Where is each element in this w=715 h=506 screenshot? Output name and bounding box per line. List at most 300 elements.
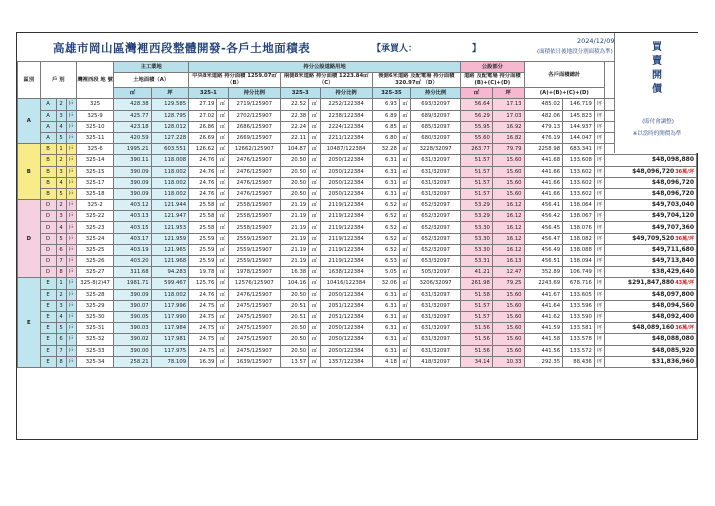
row-unit-suffix: 戶 [66,121,76,132]
road-c-unit: ㎡ [309,300,320,311]
lot-number: 325-22 [76,211,113,222]
total-sqm: 441.66 [524,177,563,188]
price-cell: $48,096,720 [605,177,697,188]
road-d-unit: ㎡ [399,345,410,356]
land-area-ping: 121.947 [151,211,188,222]
road-c-ratio: 2211/122384 [320,132,372,143]
road-b-unit: ㎡ [217,110,228,121]
road-b-ratio: 2719/125907 [228,99,280,110]
public-sqm: 263.77 [461,144,493,155]
row-unit-number: 4 [56,177,66,188]
road-c-unit: ㎡ [309,289,320,300]
road-c-unit: ㎡ [309,323,320,334]
land-area-ping: 127.228 [151,132,188,143]
price-cell: $31,836,960 [605,356,697,367]
total-unit: 坪 [594,144,604,155]
table-row [18,244,697,255]
land-area-ping: 117.990 [151,311,188,322]
road-c-ratio: 2050/122384 [320,334,372,345]
road-d-ratio: 652/32097 [411,222,461,233]
land-area-ping: 121.965 [151,244,188,255]
road-b-area: 25.59 [189,244,217,255]
total-unit: 坪 [594,311,604,322]
road-d-ratio: 680/32097 [411,132,461,143]
road-d-ratio: 3206/32097 [411,278,461,289]
land-area-sqm: 403.20 [114,256,151,267]
land-area-sqm: 403.12 [114,200,151,211]
total-unit: 坪 [594,278,604,289]
public-sqm: 53.29 [461,200,493,211]
land-area-sqm: 1995.21 [114,144,151,155]
lot-number: 325 [76,99,113,110]
road-b-area: 25.58 [189,200,217,211]
header-unit: 戶 別 [40,62,76,99]
road-b-unit: ㎡ [217,177,228,188]
public-sqm: 51.57 [461,311,493,322]
land-area-sqm: 311.68 [114,267,151,278]
road-d-ratio: 631/32097 [411,300,461,311]
road-d-unit: ㎡ [399,99,410,110]
road-d-area: 6.31 [372,345,399,356]
total-ping: 683.341 [563,144,595,155]
total-sqm: 456.47 [524,233,563,244]
road-c-area: 20.50 [280,289,308,300]
road-d-unit: ㎡ [399,311,410,322]
road-b-unit: ㎡ [217,121,228,132]
road-c-ratio: 2050/122384 [320,166,372,177]
road-b-area: 25.58 [189,222,217,233]
table-row [18,256,697,267]
lot-number: 325-33 [76,345,113,356]
side-title-char: 買 [652,42,662,53]
header-c3: 325-35 [372,88,411,99]
road-b-unit: ㎡ [217,311,228,322]
header-c1: 325-1 [189,88,229,99]
public-sqm: 53.30 [461,222,493,233]
total-ping: 144.047 [563,132,595,143]
table-row [18,267,697,278]
land-area-sqm: 423.18 [114,121,151,132]
road-d-unit: ㎡ [399,244,410,255]
price-cell: $49,711,680 [605,244,697,255]
road-c-ratio: 2050/122384 [320,289,372,300]
row-zone-letter: E [40,323,56,334]
road-c-unit: ㎡ [309,222,320,233]
road-b-unit: ㎡ [217,345,228,356]
price-cell: $49,704,120 [605,211,697,222]
land-area-sqm: 403.19 [114,244,151,255]
table-row [18,200,697,211]
road-c-unit: ㎡ [309,256,320,267]
public-ping: 10.33 [492,356,524,367]
table-row [18,144,697,155]
table-row [18,311,697,322]
road-c-ratio: 2050/122384 [320,323,372,334]
land-area-ping: 118.002 [151,177,188,188]
row-unit-suffix: 戶 [66,311,76,322]
land-area-ping: 118.002 [151,166,188,177]
price-cell: $49,703,040 [605,200,697,211]
public-sqm: 51.56 [461,345,493,356]
road-b-area: 25.59 [189,256,217,267]
header-public: 公設部分 [461,62,524,73]
table-row [18,233,697,244]
public-ping: 15.60 [492,289,524,300]
road-c-ratio: 2051/122384 [320,311,372,322]
total-ping: 678.716 [563,278,595,289]
row-unit-number: 8 [56,356,66,367]
road-b-ratio: 2669/125907 [228,132,280,143]
lot-number: 325-29 [76,300,113,311]
row-zone-letter: A [40,99,56,110]
public-ping: 15.60 [492,311,524,322]
road-d-ratio: 631/32097 [411,334,461,345]
row-zone-letter: B [40,177,56,188]
road-c-ratio: 2238/122384 [320,110,372,121]
land-area-sheet [16,32,698,440]
road-d-ratio: 689/32097 [411,110,461,121]
row-unit-number: 7 [56,256,66,267]
row-zone-letter: B [40,188,56,199]
row-unit-number: 3 [56,110,66,121]
road-b-area: 26.86 [189,121,217,132]
road-b-unit: ㎡ [217,233,228,244]
public-ping: 15.60 [492,188,524,199]
road-d-area: 6.52 [372,211,399,222]
road-d-ratio: 652/32097 [411,233,461,244]
table-row [18,345,697,356]
road-d-unit: ㎡ [399,323,410,334]
row-unit-number: 2 [56,289,66,300]
road-c-unit: ㎡ [309,311,320,322]
road-b-ratio: 12576/125907 [228,278,280,289]
total-sqm: 476.19 [524,132,563,143]
row-zone-letter: E [40,289,56,300]
row-unit-number: 3 [56,211,66,222]
total-unit: 坪 [594,244,604,255]
road-d-area: 6.93 [372,99,399,110]
road-d-area: 32.28 [372,144,399,155]
row-zone-letter: A [40,110,56,121]
title-bar [17,33,697,59]
row-unit-suffix: 戶 [66,345,76,356]
road-c-ratio: 2050/122384 [320,345,372,356]
row-zone-letter: E [40,300,56,311]
row-zone-letter: B [40,144,56,155]
road-d-unit: ㎡ [399,132,410,143]
lot-number: 325-25 [76,244,113,255]
total-ping: 138.088 [563,244,595,255]
road-c-unit: ㎡ [309,200,320,211]
road-c-unit: ㎡ [309,188,320,199]
table-row [18,323,697,334]
row-unit-suffix: 戶 [66,177,76,188]
land-area-sqm: 390.09 [114,177,151,188]
road-b-ratio: 2476/125907 [228,166,280,177]
road-d-unit: ㎡ [399,144,410,155]
public-sqm: 51.56 [461,334,493,345]
price-cell: $49,707,360 [605,222,697,233]
road-c-area: 21.19 [280,233,308,244]
row-unit-number: 3 [56,300,66,311]
road-d-area: 6.52 [372,244,399,255]
road-b-unit: ㎡ [217,166,228,177]
land-area-sqm: 390.03 [114,323,151,334]
road-b-ratio: 2476/125907 [228,155,280,166]
lot-number: 325-28 [76,289,113,300]
road-d-area: 6.85 [372,121,399,132]
price-cell: $48,085,920 [605,345,697,356]
road-b-area: 25.59 [189,233,217,244]
public-sqm: 53.29 [461,211,493,222]
road-d-ratio: 505/32097 [411,267,461,278]
road-d-ratio: 631/32097 [411,166,461,177]
road-b-area: 24.76 [189,166,217,177]
total-sqm: 441.59 [524,323,563,334]
road-c-area: 22.38 [280,110,308,121]
road-c-area: 104.16 [280,278,308,289]
lot-number: 325-23 [76,222,113,233]
public-ping: 16.12 [492,200,524,211]
row-unit-suffix: 戶 [66,244,76,255]
road-d-ratio: 652/32097 [411,244,461,255]
road-b-ratio: 2476/125907 [228,289,280,300]
road-b-unit: ㎡ [217,289,228,300]
price-annotation: 43萬/坪 [675,280,694,287]
public-sqm: 51.57 [461,188,493,199]
table-row [18,99,697,110]
lot-number: 325-6 [76,144,113,155]
road-c-unit: ㎡ [309,278,320,289]
row-unit-number: 4 [56,222,66,233]
header-formula: (A)+(B)+(C)+(D) [524,88,604,99]
road-b-ratio: 2475/125907 [228,334,280,345]
total-sqm: 2258.98 [524,144,563,155]
land-area-sqm: 1981.71 [114,278,151,289]
public-sqm: 41.21 [461,267,493,278]
public-sqm: 56.29 [461,110,493,121]
road-d-unit: ㎡ [399,233,410,244]
road-c-area: 20.50 [280,345,308,356]
row-unit-suffix: 戶 [66,233,76,244]
total-ping: 146.719 [563,99,595,110]
price-cell: $48,094,560 [605,300,697,311]
price-cell: $291,847,88043萬/坪 [605,278,697,289]
road-b-area: 26.69 [189,132,217,143]
road-d-area: 6.31 [372,289,399,300]
road-c-area: 20.50 [280,323,308,334]
lot-number: 325-9 [76,110,113,121]
row-unit-suffix: 戶 [66,166,76,177]
road-d-area: 6.52 [372,200,399,211]
road-b-ratio: 2476/125907 [228,188,280,199]
header-road-c: 兩側8米道路 持分面積 1223.84㎡ （C） [280,73,372,88]
road-d-unit: ㎡ [399,110,410,121]
header-c2-ratio: 持分比例 [320,88,372,99]
lot-number: 325-32 [76,334,113,345]
side-note: ※以當時的開價為準 [632,131,682,137]
road-b-area: 19.78 [189,267,217,278]
total-sqm: 482.06 [524,110,563,121]
land-area-sqm: 420.59 [114,132,151,143]
road-b-ratio: 1978/125907 [228,267,280,278]
price-annotation: 36萬/坪 [675,168,694,175]
row-zone-letter: E [40,356,56,367]
header-road-group: 持分公設道路用地 [189,62,461,73]
total-ping: 133.605 [563,289,595,300]
total-unit: 坪 [594,334,604,345]
row-unit-number: 5 [56,132,66,143]
public-sqm: 53.30 [461,244,493,255]
table-row [18,177,697,188]
lot-number: 325-8(2)47 [76,278,113,289]
road-c-area: 21.19 [280,256,308,267]
road-d-ratio: 631/32097 [411,323,461,334]
row-unit-number: 5 [56,188,66,199]
table-row [18,222,697,233]
land-area-sqm: 425.77 [114,110,151,121]
road-c-unit: ㎡ [309,144,320,155]
road-b-ratio: 2559/125907 [228,256,280,267]
date: 2024/12/09 [577,37,615,45]
road-b-area: 24.75 [189,334,217,345]
total-unit: 坪 [594,267,604,278]
road-c-area: 20.51 [280,300,308,311]
row-unit-suffix: 戶 [66,356,76,367]
price-cell: $48,092,400 [605,311,697,322]
public-ping: 17.13 [492,99,524,110]
road-c-ratio: 2252/122384 [320,99,372,110]
road-b-unit: ㎡ [217,356,228,367]
price-cell: $48,098,880 [605,155,697,166]
total-unit: 坪 [594,121,604,132]
row-unit-number: 8 [56,267,66,278]
road-b-ratio: 2559/125907 [228,233,280,244]
total-sqm: 441.64 [524,300,563,311]
road-d-area: 6.31 [372,166,399,177]
road-c-unit: ㎡ [309,267,320,278]
public-ping: 16.12 [492,211,524,222]
road-b-unit: ㎡ [217,132,228,143]
land-area-sqm: 390.09 [114,166,151,177]
road-d-area: 6.53 [372,256,399,267]
row-unit-suffix: 戶 [66,289,76,300]
road-b-ratio: 2475/125907 [228,311,280,322]
road-b-unit: ㎡ [217,200,228,211]
total-unit: 坪 [594,99,604,110]
road-c-ratio: 2119/122384 [320,200,372,211]
zone-cell: B [18,144,41,200]
price-cell: $48,096,72036萬/坪 [605,166,697,177]
date-note: (面積依日後地段分割面積為準) [537,49,613,55]
row-zone-letter: E [40,345,56,356]
header-total: 各戶面積總計 [524,62,604,88]
side-title-char: 開 [652,70,662,81]
road-c-area: 22.52 [280,99,308,110]
row-zone-letter: A [40,132,56,143]
road-b-unit: ㎡ [217,278,228,289]
total-sqm: 456.42 [524,211,563,222]
price-cell: $48,096,720 [605,188,697,199]
road-d-ratio: 652/32097 [411,200,461,211]
road-d-area: 6.80 [372,132,399,143]
public-ping: 16.13 [492,256,524,267]
road-d-unit: ㎡ [399,188,410,199]
header-sqm: ㎡ [114,88,151,99]
total-sqm: 441.66 [524,188,563,199]
header-road-d: 後側6米道路 及配電場 持分面積 320.97㎡ （D） [372,73,460,88]
total-unit: 坪 [594,345,604,356]
road-c-area: 20.50 [280,334,308,345]
road-d-unit: ㎡ [399,177,410,188]
road-b-ratio: 12662/125907 [228,144,280,155]
total-sqm: 479.13 [524,121,563,132]
road-d-ratio: 418/32097 [411,356,461,367]
total-sqm: 441.62 [524,311,563,322]
total-sqm: 456.45 [524,222,563,233]
land-area-ping: 117.981 [151,334,188,345]
land-area-ping: 121.944 [151,200,188,211]
land-area-sqm: 390.09 [114,289,151,300]
public-sqm: 51.57 [461,300,493,311]
road-b-ratio: 2475/125907 [228,323,280,334]
lot-number: 325-11 [76,132,113,143]
row-unit-number: 2 [56,200,66,211]
land-area-ping: 129.585 [151,99,188,110]
price-annotation: 36萬/坪 [675,325,694,332]
row-unit-suffix: 戶 [66,188,76,199]
row-zone-letter: D [40,211,56,222]
public-ping: 16.82 [492,132,524,143]
land-area-ping: 121.953 [151,222,188,233]
row-unit-suffix: 戶 [66,110,76,121]
side-subtitle: (賠付會調整) [642,119,674,125]
total-unit: 坪 [594,233,604,244]
public-ping: 16.92 [492,121,524,132]
road-b-area: 24.75 [189,323,217,334]
total-sqm: 456.49 [524,244,563,255]
total-ping: 88.436 [563,356,595,367]
total-sqm: 441.68 [524,155,563,166]
public-ping: 79.79 [492,144,524,155]
road-d-unit: ㎡ [399,222,410,233]
total-ping: 133.602 [563,177,595,188]
road-b-area: 16.39 [189,356,217,367]
price-side-panel [614,33,698,153]
header-public-sqm: ㎡ [461,88,493,99]
road-c-area: 21.19 [280,211,308,222]
road-c-ratio: 2051/122384 [320,300,372,311]
road-c-ratio: 2050/122384 [320,177,372,188]
road-b-unit: ㎡ [217,323,228,334]
land-area-ping: 128.012 [151,121,188,132]
lot-number: 325-17 [76,177,113,188]
road-c-area: 21.19 [280,200,308,211]
road-d-unit: ㎡ [399,121,410,132]
row-unit-suffix: 戶 [66,200,76,211]
land-area-ping: 118.002 [151,289,188,300]
header-c1-ratio: 持分比例 [228,88,280,99]
row-unit-suffix: 戶 [66,278,76,289]
total-ping: 106.749 [563,267,595,278]
road-c-unit: ㎡ [309,211,320,222]
header-c2: 325-3 [280,88,320,99]
total-sqm: 456.41 [524,200,563,211]
total-unit: 坪 [594,323,604,334]
row-zone-letter: D [40,267,56,278]
road-b-ratio: 2559/125907 [228,244,280,255]
row-zone-letter: E [40,278,56,289]
